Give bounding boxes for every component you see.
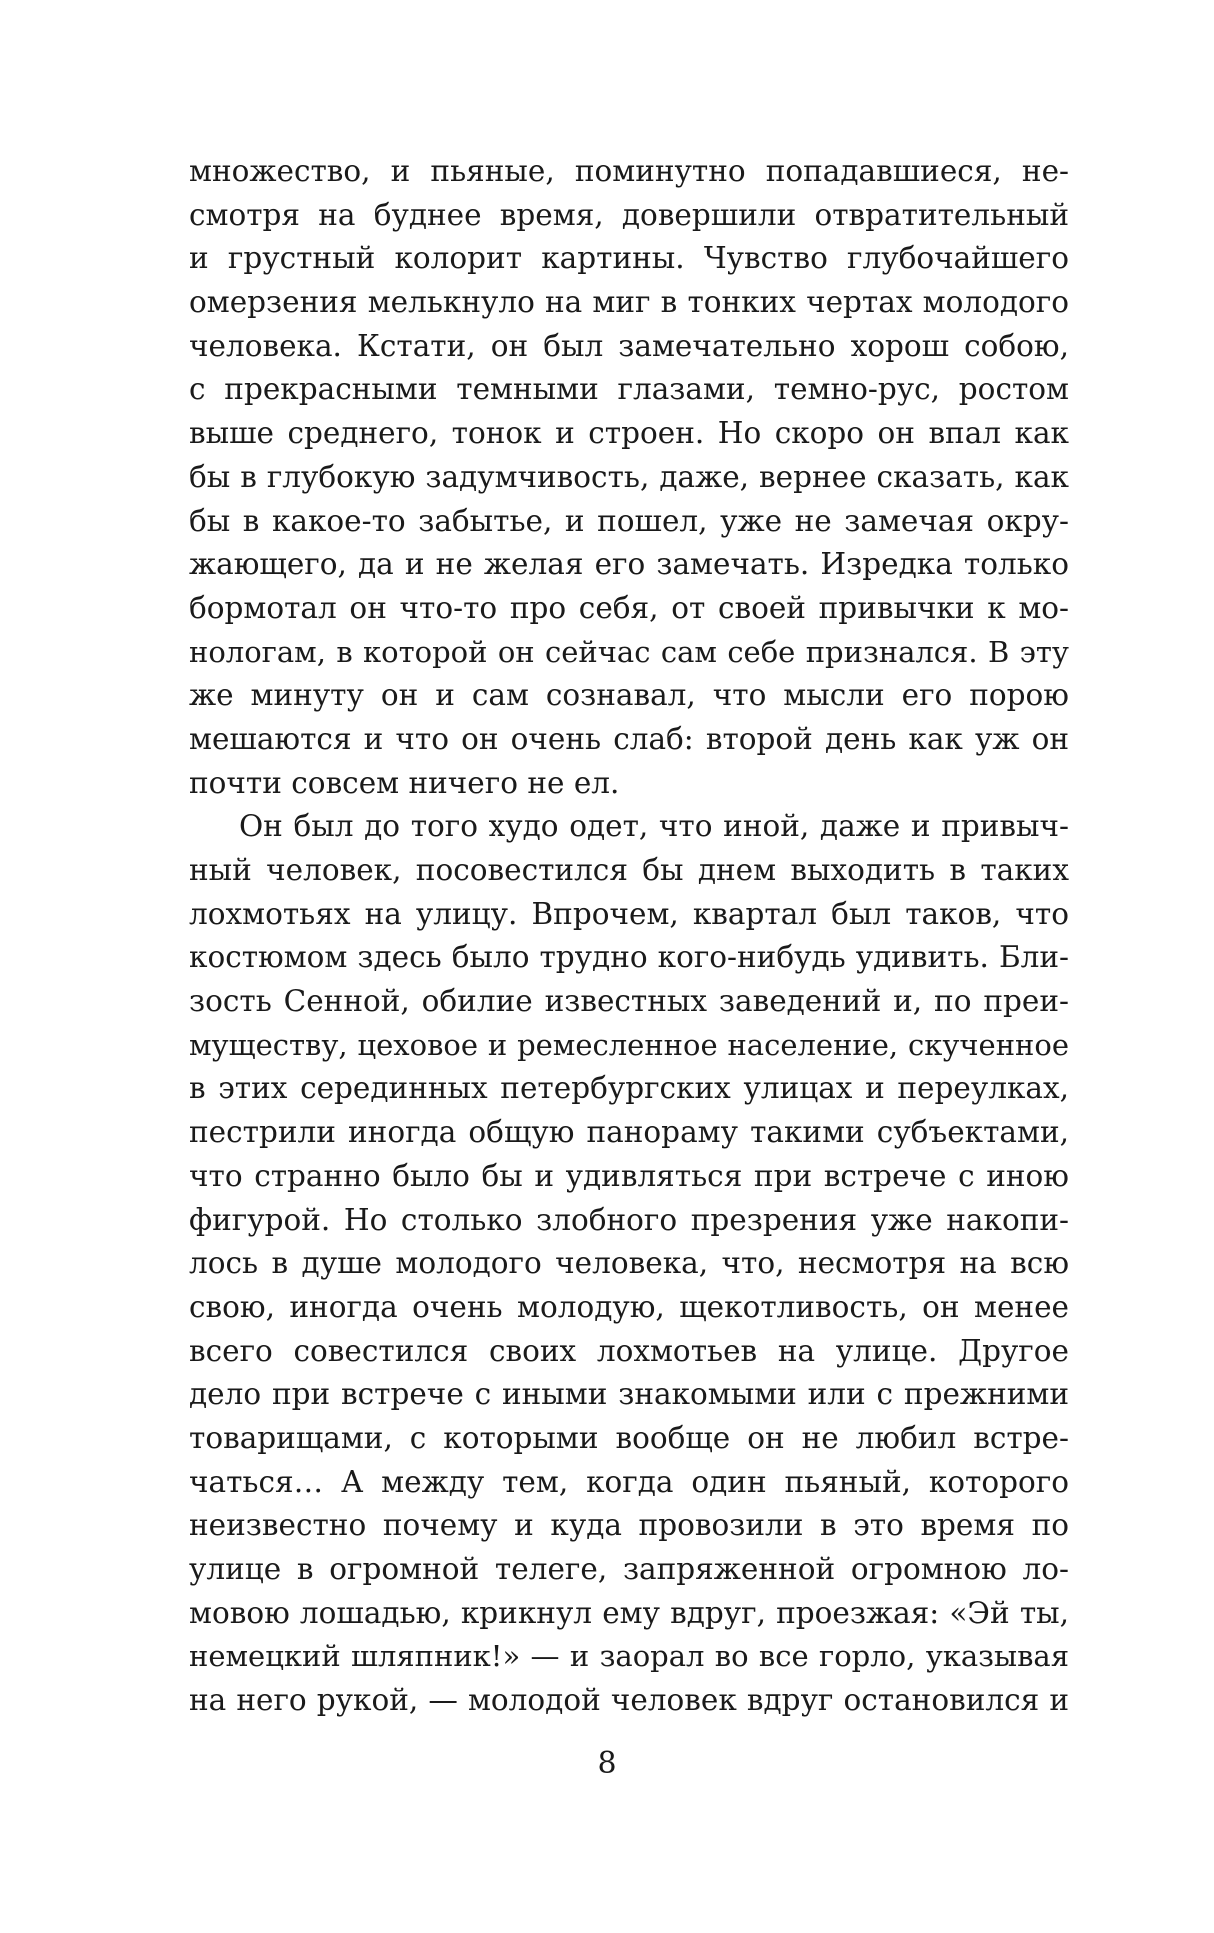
text-line: почти совсем ничего не ел. [189, 765, 620, 800]
paragraph-2 [189, 805, 1069, 1722]
text-line: с прекрасными темными глазами, темно-рус, ростом [189, 372, 1069, 407]
paragraph-1 [189, 150, 1069, 805]
text-line: ный человек, посовестился бы днем выходить в таких [189, 853, 1069, 887]
text-line: свою, иногда очень молодую, щекотливость, он менее [189, 1289, 1069, 1324]
text-line: зость Сенной, обилие известных заведений и, по преи- [189, 984, 1069, 1019]
page-number: 8 [597, 1746, 617, 1781]
text-line: дело при встрече с иными знакомыми или с прежними [189, 1377, 1069, 1412]
text-line: бормотал он что-то про себя, от своей привычки к мо- [189, 590, 1069, 625]
body-text [189, 150, 1069, 1723]
text-line: мовою лошадью, крикнул ему вдруг, проезжая: «Эй ты, [189, 1595, 1069, 1630]
text-line: что странно было бы и удивляться при встрече с иною [189, 1158, 1069, 1193]
text-line: омерзения мелькнуло на миг в тонких чертах молодого [189, 285, 1069, 320]
text-line: чаться… А между тем, когда один пьяный, которого [189, 1464, 1069, 1499]
text-line: мешаются и что он очень слаб: второй день как уж он [189, 721, 1069, 756]
text-line: муществу, цеховое и ремесленное население, скученное [189, 1027, 1069, 1062]
text-line: улице в огромной телеге, запряженной огромною ло- [189, 1552, 1069, 1586]
text-line: и грустный колорит картины. Чувство глубочайшего [189, 241, 1069, 276]
text-line: лось в душе молодого человека, что, несмотря на всю [189, 1246, 1069, 1281]
text-line: смотря на буднее время, довершили отвратительный [189, 197, 1069, 232]
text-line: нологам, в которой он сейчас сам себе признался. В эту [189, 634, 1069, 669]
text-line: всего совестился своих лохмотьев на улице. Другое [189, 1333, 1069, 1368]
text-line: костюмом здесь было трудно кого-нибудь удивить. Бли- [189, 940, 1069, 975]
text-line: фигурой. Но столько злобного презрения уже накопи- [189, 1202, 1069, 1237]
text-line: пестрили иногда общую панораму такими субъектами, [189, 1115, 1069, 1150]
text-line: человека. Кстати, он был замечательно хорош собою, [189, 328, 1069, 363]
text-line: бы в какое-то забытье, и пошел, уже не замечая окру- [189, 503, 1069, 538]
text-line: выше среднего, тонок и строен. Но скоро он впал как [189, 416, 1069, 451]
text-line: жающего, да и не желая его замечать. Изредка только [189, 547, 1069, 582]
text-line: на него рукой, — молодой человек вдруг остановился и [189, 1683, 1069, 1718]
text-line: в этих серединных петербургских улицах и переулках, [189, 1071, 1069, 1106]
text-line: множество, и пьяные, поминутно попадавшиеся, не- [189, 154, 1069, 188]
text-line: неизвестно почему и куда провозили в это время по [189, 1508, 1069, 1543]
text-line: немецкий шляпник!» — и заорал во все горло, указывая [189, 1639, 1069, 1674]
text-line: товарищами, с которыми вообще он не любил встре- [189, 1420, 1069, 1455]
text-line: лохмотьях на улицу. Впрочем, квартал был таков, что [189, 896, 1069, 931]
text-line: бы в глубокую задумчивость, даже, вернее сказать, как [189, 459, 1069, 494]
text-line: Он был до того худо одет, что иной, даже и привыч- [239, 809, 1069, 844]
text-line: же минуту он и сам сознавал, что мысли его порою [189, 678, 1069, 713]
